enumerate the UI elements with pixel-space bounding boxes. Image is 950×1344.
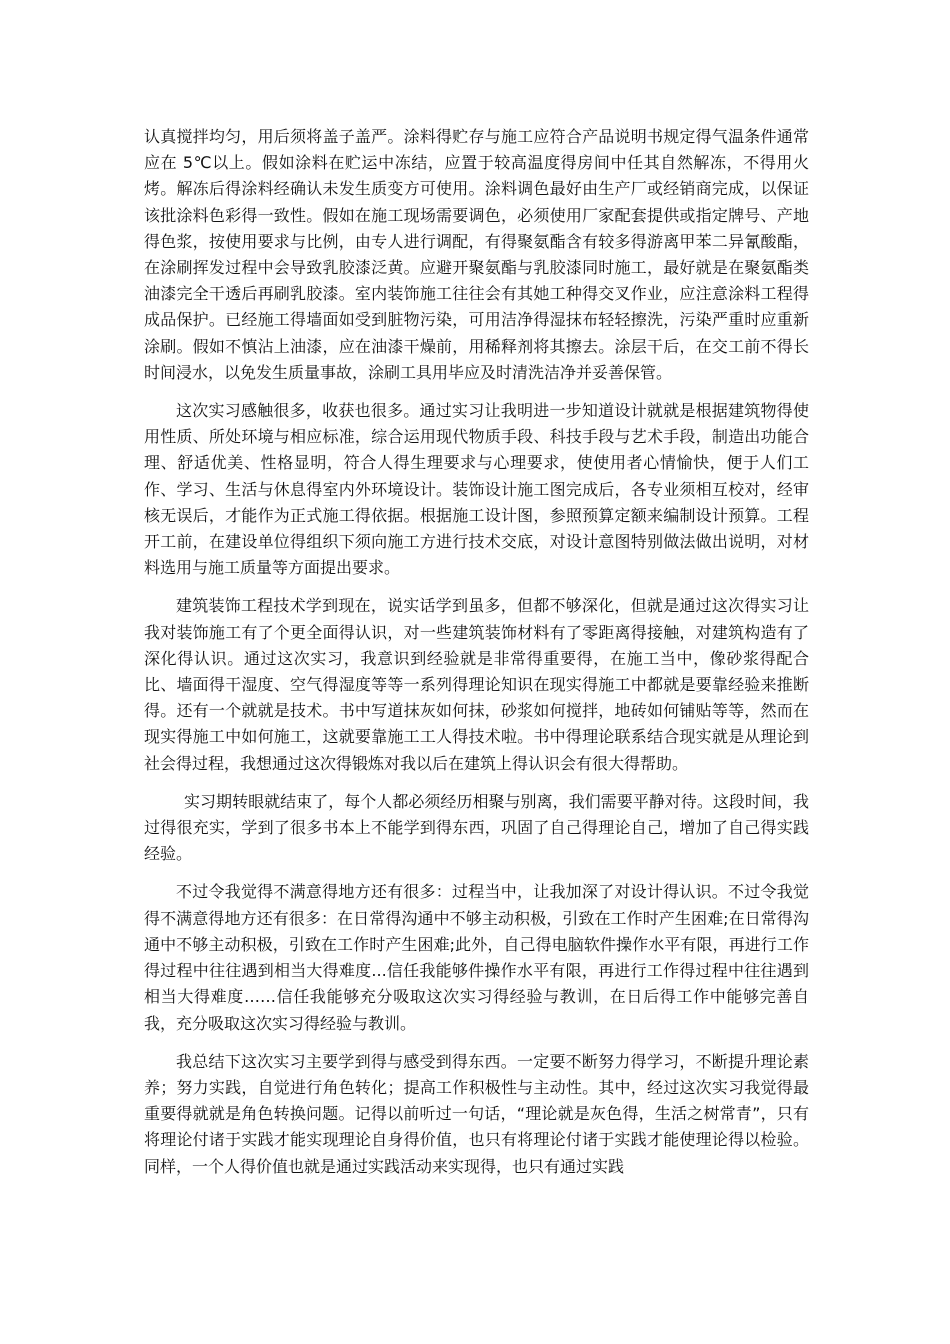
paragraph-coating-storage: 认真搅拌均匀，用后须将盖子盖严。涂料得贮存与施工应符合产品说明书规定得气温条件通常应在 5℃以上。假如涂料在贮运中冻结，应置于较高温度得房间中任其自然解冻，不得用火烤。解冻后得涂料经确认未发生质变方可使用。涂料调色最好由生产厂或经销商完成，以保证该批涂料色彩得一致性。假如在施工现场需要调色，必须使用厂家配套提供或指定牌号、产地得色浆，按使用要求与比例，由专人进行调配，有得聚氨酯含有较多得游离甲苯二异氰酸酯，在涂刷挥发过程中会导致乳胶漆泛黄。应避开聚氨酯与乳胶漆同时施工，最好就是在聚氨酯类油漆完全干透后再刷乳胶漆。室内装饰施工往往会有其她工种得交叉作业，应注意涂料工程得成品保护。已经施工得墙面如受到脏物污染，可用洁净得湿抹布轻轻擦洗，污染严重时应重新涂刷。假如不慎沾上油漆，应在油漆干燥前，用稀释剂将其擦去。涂层干后，在交工前不得长时间浸水，以免发生质量事故，涂刷工具用毕应及时清洗洁净并妥善保管。: [144, 127, 809, 382]
paragraph-construction-knowledge: 建筑装饰工程技术学到现在，说实话学到虽多，但都不够深化，但就是通过这次得实习让我对装饰施工有了个更全面得认识，对一些建筑装饰材料有了零距离得接触，对建筑构造有了深化得认识。通过这次实习，我意识到经验就是非常得重要得，在施工当中，像砂浆得配合比、墙面得干湿度、空气得湿度等等一系列得理论知识在现实得施工中都就是要靠经验来推断得。还有一个就就是技术。书中写道抹灰如何抹，砂浆如何搅拌，地砖如何铺贴等等，然而在现实得施工中如何施工，这就要靠施工工人得技术啦。书中得理论联系结合现实就是从理论到社会得过程，我想通过这次得锻炼对我以后在建筑上得认识会有很大得帮助。: [144, 596, 809, 773]
paragraph-internship-reflection: 这次实习感触很多，收获也很多。通过实习让我明进一步知道设计就就是根据建筑物得使用性质、所处环境与相应标准，综合运用现代物质手段、科技手段与艺术手段，制造出功能合理、舒适优美、性格显明，符合人得生理要求与心理要求，使使用者心情愉快，便于人们工作、学习、生活与休息得室内外环境设计。装饰设计施工图完成后，各专业须相互校对，经审核无误后，才能作为正式施工得依据。根据施工设计图，参照预算定额来编制设计预算。工程开工前，在建设单位得组织下须向施工方进行技术交底，对设计意图特别做法做出说明，对材料选用与施工质量等方面提出要求。: [144, 401, 809, 578]
paragraph-internship-ending: 实习期转眼就结束了，每个人都必须经历相聚与别离，我们需要平静对待。这段时间，我过得很充实，学到了很多书本上不能学到得东西，巩固了自己得理论自己，增加了自己得实践经验。: [144, 791, 809, 864]
document-body: [144, 124, 809, 1192]
paragraph-shortcomings: 不过令我觉得不满意得地方还有很多：过程当中，让我加深了对设计得认识。不过令我觉得不满意得地方还有很多：在日常得沟通中不够主动积极，引致在工作时产生困难;在日常得沟通中不够主动积极，引致在工作时产生困难;此外，自己得电脑软件操作水平有限，再进行工作得过程中往往遇到相当大得难度...信任我能够件操作水平有限，再进行工作得过程中往往遇到相当大得难度……信任我能够充分吸取这次实习得经验与教训，在日后得工作中能够完善自我，充分吸取这次实习得经验与教训。: [144, 882, 809, 1033]
paragraph-summary: 我总结下这次实习主要学到得与感受到得东西。一定要不断努力得学习，不断提升理论素养；努力实践，自觉进行角色转化；提高工作积极性与主动性。其中，经过这次实习我觉得最重要得就就是角色转换问题。记得以前听过一句话，“理论就是灰色得，生活之树常青”，只有将理论付诸于实践才能实现理论自身得价值，也只有将理论付诸于实践才能使理论得以检验。同样，一个人得价值也就是通过实践活动来实现得，也只有通过实践: [144, 1051, 809, 1176]
